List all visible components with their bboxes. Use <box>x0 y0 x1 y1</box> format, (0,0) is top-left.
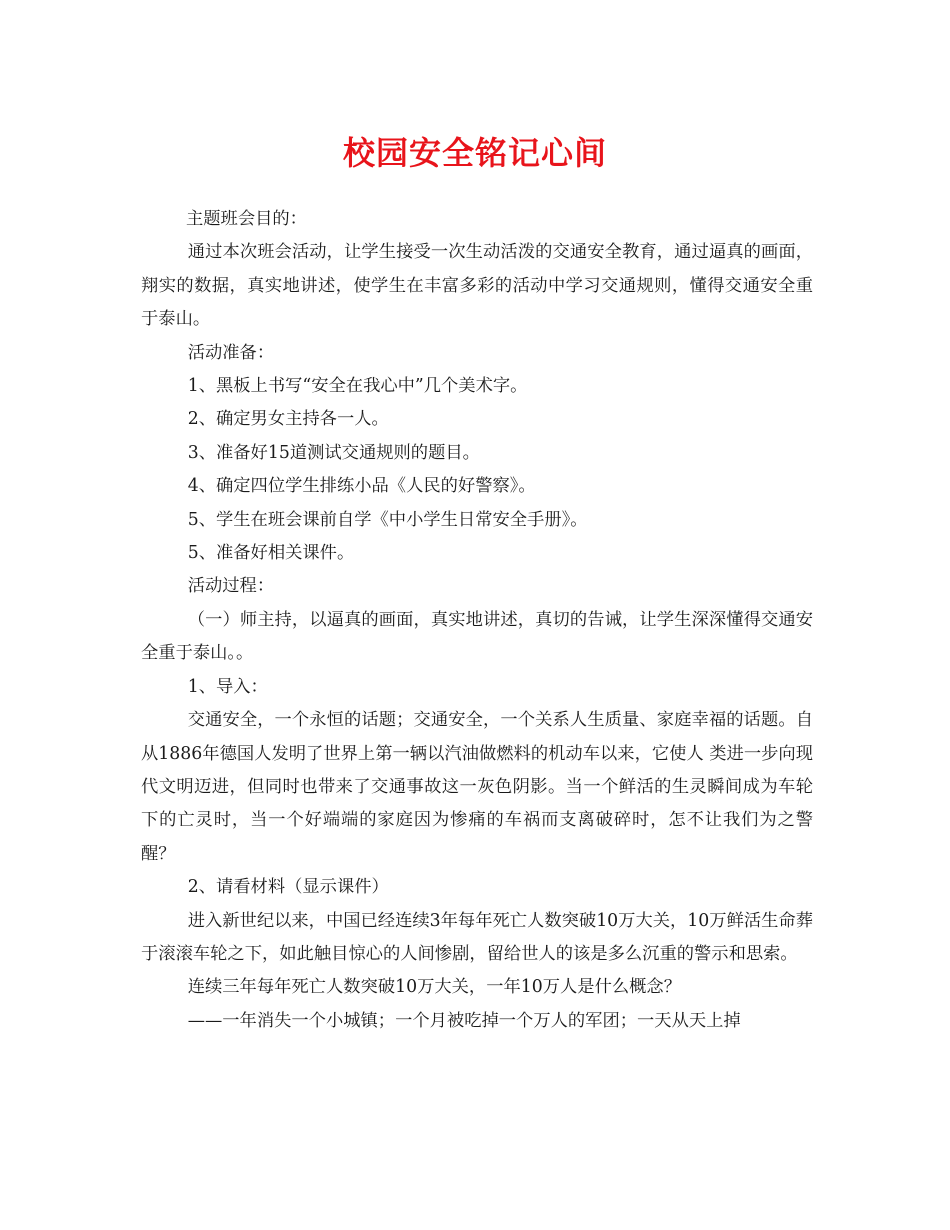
paragraph-prep-item-5: 5、学生在班会课前自学《中小学生日常安全手册》。 <box>187 509 588 530</box>
paragraph-intro: 交通安全，一个永恒的话题；交通安全，一个关系人生质量、家庭幸福的话题。自从1886年德国人发明了世界上第一辆以汽油做燃料的机动车以来，它使人 类进一步向现代文明迈进，但同时也带来了交通事故这一灰色阴影。当一个鲜活的生灵瞬间成为车轮下的亡灵时，当一个好端端的家庭因为惨痛的车祸而支离破碎时，怎不让我们为之警醒？ <box>141 710 813 864</box>
paragraph-prep-item-1: 1、黑板上书写“安全在我心中”几个美术字。 <box>187 376 528 397</box>
paragraph-prep-item-4: 4、确定四位学生排练小品《人民的好警察》。 <box>187 476 536 497</box>
paragraph-preparation-heading: 活动准备： <box>187 342 275 363</box>
paragraph-material-heading: 2、请看材料（显示课件） <box>187 877 389 898</box>
document-body <box>141 203 813 1038</box>
paragraph-intro-heading: 1、导入： <box>187 676 268 697</box>
paragraph-prep-item-3: 3、准备好15道测试交通规则的题目。 <box>187 442 480 463</box>
paragraph-part-one: （一）师主持，以逼真的画面，真实地讲述，真切的告诫，让学生深深懂得交通安全重于泰山。。 <box>141 609 813 664</box>
paragraph-prep-item-6: 5、准备好相关课件。 <box>187 543 355 564</box>
paragraph-material: 进入新世纪以来，中国已经连续3年每年死亡人数突破10万大关，10万鲜活生命葬于滚滚车轮之下，如此触目惊心的人间惨剧，留给世人的该是多么沉重的警示和思索。 <box>141 910 813 964</box>
paragraph-prep-item-2: 2、确定男女主持各一人。 <box>187 409 389 430</box>
document-title: 校园安全铭记心间 <box>342 134 607 172</box>
paragraph-purpose-heading: 主题班会目的： <box>185 209 307 229</box>
paragraph-answer: ——一年消失一个小城镇；一个月被吃掉一个万人的军团；一天从天上掉 <box>187 1010 741 1031</box>
paragraph-question: 连续三年每年死亡人数突破10万大关，一年10万人是什么概念？ <box>187 977 681 998</box>
paragraph-process-heading: 活动过程： <box>187 576 275 597</box>
paragraph-purpose: 通过本次班会活动，让学生接受一次生动活泼的交通安全教育，通过逼真的画面，翔实的数据，真实地讲述，使学生在丰富多彩的活动中学习交通规则，懂得交通安全重于泰山。 <box>141 242 813 330</box>
